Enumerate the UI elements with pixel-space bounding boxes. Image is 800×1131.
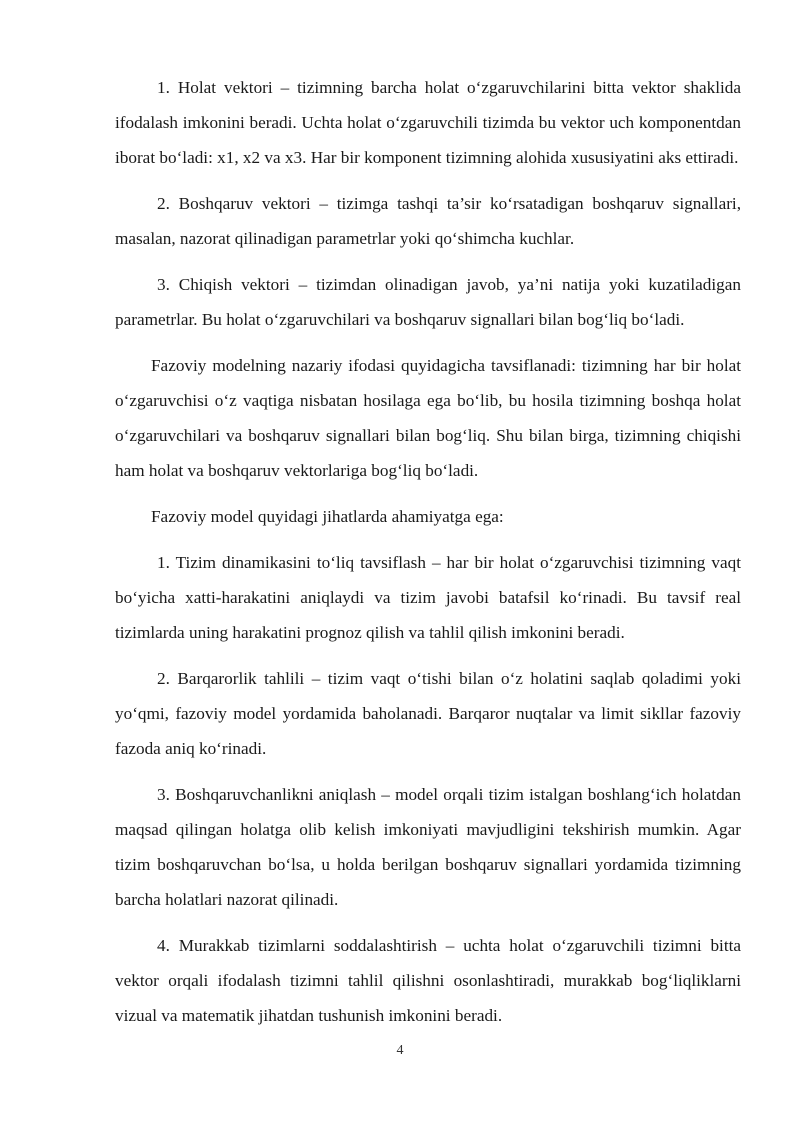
page-body [115, 70, 741, 1044]
paragraph-importance-intro: Fazoviy model quyidagi jihatlarda ahamiyatga ega: [151, 507, 504, 526]
paragraph-control-vector: 2. Boshqaruv vektori – tizimga tashqi ta’sir ko‘rsatadigan boshqaruv signallari, masalan, nazorat qilinadigan parametrlar yoki qo‘shimcha kuchlar. [115, 194, 741, 248]
page-number: 4 [396, 1043, 404, 1058]
paragraph-controllability: 3. Boshqaruvchanlikni aniqlash – model orqali tizim istalgan boshlang‘ich holatdan maqsad qilingan holatga olib kelish imkoniyati mavjudligini tekshirish mumkin. Agar tizim boshqaruvchan bo‘lsa, u holda berilgan boshqaruv signallari yordamida tizimning barcha holatlari nazorat qilinadi. [115, 785, 741, 909]
paragraph-dynamics: 1. Tizim dinamikasini to‘liq tavsiflash – har bir holat o‘zgaruvchisi tizimning vaqt bo‘yicha xatti-harakatini aniqlaydi va tizim javobi batafsil ko‘rinadi. Bu tavsif real tizimlarda uning harakatini prognoz qilish va tahlil qilish imkonini beradi. [115, 553, 741, 642]
paragraph-theory: Fazoviy modelning nazariy ifodasi quyidagicha tavsiflanadi: tizimning har bir holat o‘zgaruvchisi o‘z vaqtiga nisbatan hosilaga ega bo‘lib, bu hosila tizimning boshqa holat o‘zgaruvchilari va boshqaruv signallari bilan bog‘liq. Shu bilan birga, tizimning chiqishi ham holat va boshqaruv vektorlariga bog‘liq bo‘ladi. [115, 356, 741, 480]
paragraph-simplification: 4. Murakkab tizimlarni soddalashtirish – uchta holat o‘zgaruvchili tizimni bitta vektor orqali ifodalash tizimni tahlil qilishni osonlashtiradi, murakkab bog‘liqliklarni vizual va matematik jihatdan tushunish imkonini beradi. [115, 936, 741, 1025]
paragraph-stability: 2. Barqarorlik tahlili – tizim vaqt o‘tishi bilan o‘z holatini saqlab qoladimi yoki yo‘qmi, fazoviy model yordamida baholanadi. Barqaror nuqtalar va limit sikllar fazoviy fazoda aniq ko‘rinadi. [115, 669, 741, 758]
paragraph-state-vector: 1. Holat vektori – tizimning barcha holat o‘zgaruvchilarini bitta vektor shaklida ifodalash imkonini beradi. Uchta holat o‘zgaruvchili tizimda bu vektor uch komponentdan iborat bo‘ladi: x1, x2 va x3. Har bir komponent tizimning alohida xususiyatini aks ettiradi. [115, 78, 741, 167]
paragraph-output-vector: 3. Chiqish vektori – tizimdan olinadigan javob, ya’ni natija yoki kuzatiladigan parametrlar. Bu holat o‘zgaruvchilari va boshqaruv signallari bilan bog‘liq bo‘ladi. [115, 275, 741, 329]
